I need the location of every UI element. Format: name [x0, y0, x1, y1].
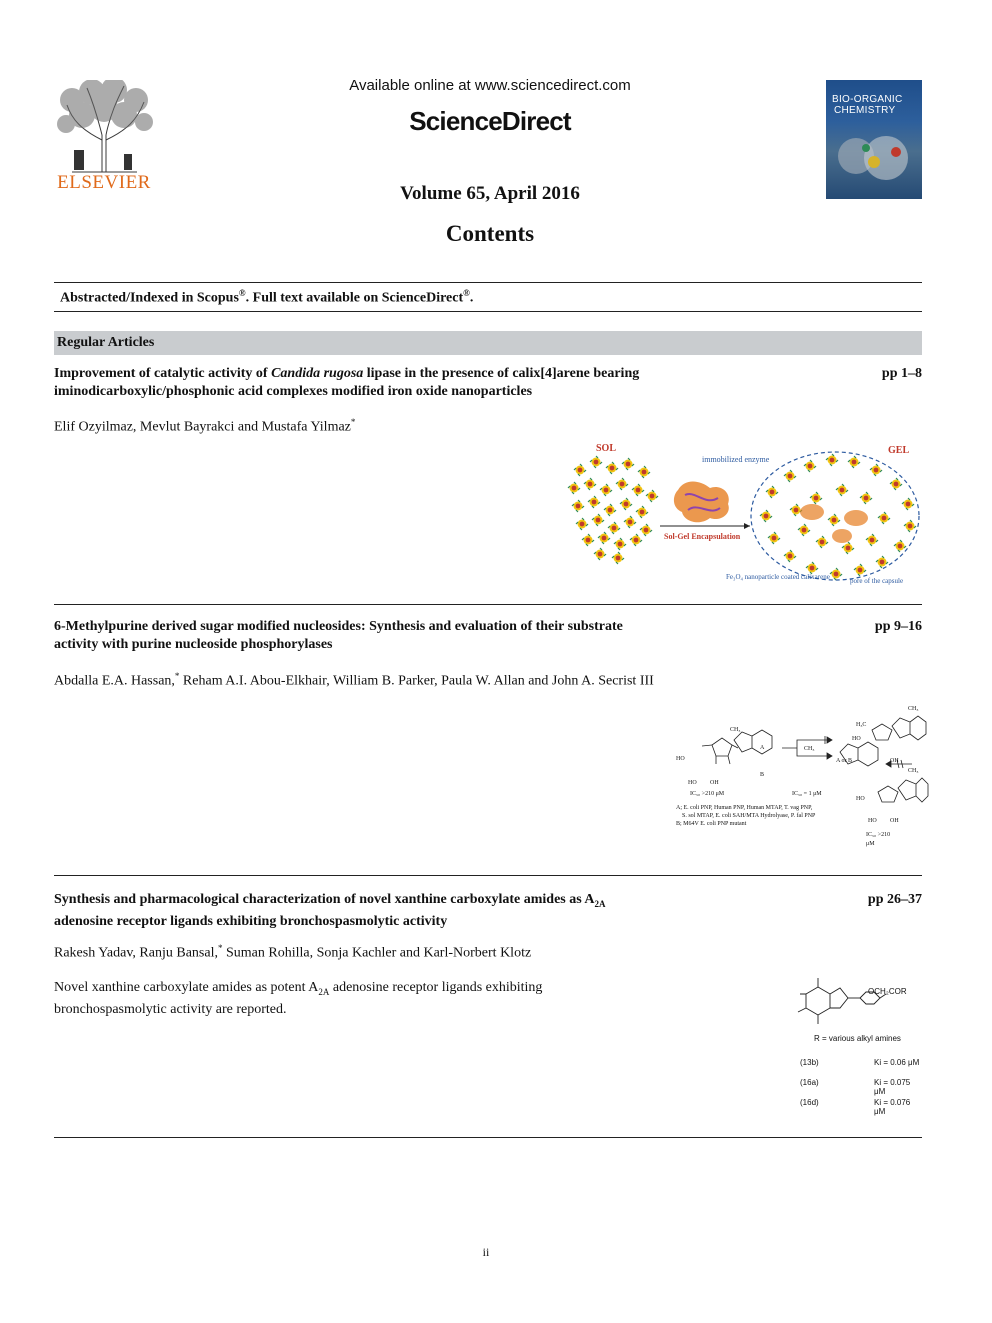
- volume-line: Volume 65, April 2016: [400, 183, 580, 204]
- enzyme-icon: [674, 482, 729, 523]
- article-3-title-sub: 2A: [594, 898, 606, 909]
- corresponding-mark: *: [350, 417, 356, 427]
- corresponding-mark: *: [174, 671, 180, 681]
- nanoparticle-label: Fe₃O₄ nanoparticle coated calixarene: [726, 573, 830, 581]
- article-1-title-part: lipase in the presence of calix[4]arene bearing: [363, 366, 640, 381]
- journal-cover: [826, 80, 922, 199]
- abstract-part: Novel xanthine carboxylate amides as potent A: [54, 980, 319, 995]
- corresponding-mark: *: [217, 943, 223, 953]
- process-label: Sol-Gel Encapsulation: [664, 532, 741, 541]
- rule-top: [54, 282, 922, 283]
- rule-article-1: [54, 604, 922, 605]
- indexing-note: [60, 288, 473, 307]
- article-3-author-list: Rakesh Yadav, Ranju Bansal,: [54, 945, 218, 961]
- enzyme-label: immobilized enzyme: [702, 455, 770, 464]
- section-bar: [54, 331, 922, 355]
- elsevier-tree-icon: [52, 80, 156, 175]
- xanthine-structure: [786, 972, 926, 1034]
- rule-under-note: [54, 311, 922, 312]
- page-number: ii: [482, 1245, 490, 1259]
- article-3-title-part: Synthesis and pharmacological characterization of novel xanthine carboxylate amides as A: [54, 892, 595, 907]
- nucleoside-scheme: [672, 700, 932, 855]
- r-definition: R = various alkyl amines: [814, 1034, 901, 1043]
- indexing-fulltext: . Full text available on ScienceDirect: [245, 290, 464, 306]
- cover-molecule-icon: [826, 128, 922, 188]
- abstract-line2: bronchospasmolytic activity are reported.: [54, 1001, 287, 1017]
- ic50-1: IC₅₀ >210 μM: [690, 791, 725, 797]
- ki-value: Ki = 0.076 μM: [874, 1098, 911, 1116]
- label-b: B: [760, 772, 765, 778]
- reg-mark: ®: [238, 288, 246, 298]
- article-1-title-line2: iminodicarboxylic/phosphonic acid complexes modified iron oxide nanoparticles: [54, 384, 533, 399]
- s1-oh: OH: [710, 780, 719, 786]
- ki-value: Ki = 0.06 μM: [874, 1058, 920, 1067]
- ic50-3: IC₅₀ >210: [866, 832, 891, 838]
- article-1-author-list: Elif Ozyilmaz, Mevlut Bayrakci and Mustafa Yilmaz: [54, 419, 351, 435]
- article-1-graphic: [560, 440, 922, 588]
- contents-heading: Contents: [445, 221, 535, 246]
- s2-oh: OH: [890, 758, 899, 764]
- compound-id: (16a): [800, 1078, 819, 1087]
- s3-ch3: CH₃: [908, 768, 919, 774]
- article-2-authors: [54, 671, 654, 690]
- sol-cluster: [568, 456, 658, 564]
- article-2-author-list: Abdalla E.A. Hassan,: [54, 673, 175, 689]
- ki-row-3: [800, 1098, 922, 1116]
- section-label: Regular Articles: [57, 335, 155, 350]
- compound-id: (16d): [800, 1098, 819, 1107]
- article-3-author-list: Suman Rohilla, Sonja Kachler and Karl-Norbert Klotz: [222, 945, 532, 961]
- legend-a1: A; E. coli PNP, Human PNP, Human MTAP, T. vag PNP,: [676, 805, 813, 811]
- article-1-pages[interactable]: pp 1–8: [881, 366, 922, 381]
- journal-cover-title-2: CHEMISTRY: [834, 105, 896, 116]
- article-3-title-line2: adenosine receptor ligands exhibiting bronchospasmolytic activity: [54, 913, 448, 929]
- rule-bottom: [54, 1137, 922, 1138]
- article-1-title-italic: Candida rugosa: [271, 366, 364, 381]
- article-3-title[interactable]: [54, 891, 734, 931]
- article-2-pages[interactable]: pp 9–16: [874, 619, 922, 634]
- s2-h3c: H₃C: [856, 722, 867, 728]
- label-a: A: [760, 745, 765, 751]
- article-3-authors: [54, 943, 531, 962]
- available-online: Available online at www.sciencedirect.com: [349, 77, 631, 94]
- ki-row-2: [800, 1078, 922, 1096]
- article-2-author-list: Reham A.I. Abou-Elkhair, William B. Parker, Paula W. Allan and John A. Secrist III: [179, 673, 654, 689]
- sol-label: SOL: [596, 443, 617, 454]
- article-2-title-line1: 6-Methylpurine derived sugar modified nucleosides: Synthesis and evaluation of their substrate: [54, 619, 623, 634]
- elsevier-logo: [52, 80, 156, 192]
- article-1-authors: [54, 417, 355, 436]
- gel-label: GEL: [888, 445, 910, 456]
- ki-value: Ki = 0.075 μM: [874, 1078, 911, 1096]
- pore-label: pore of the capsule: [850, 577, 904, 585]
- ic50-2: IC₅₀ = 1 μM: [792, 791, 822, 797]
- sciencedirect-logo: ScienceDirect: [409, 106, 571, 136]
- s2-ho: HO: [852, 736, 861, 742]
- gel-cluster: [760, 454, 916, 580]
- legend-a2: S. sol MTAP, E. coli SAH/MTA Hydrolyase, P. fal PNP: [682, 813, 816, 819]
- s1-ch3: CH₃: [730, 727, 741, 733]
- journal-cover-title-1: BIO-ORGANIC: [832, 94, 903, 105]
- compound-id: (13b): [800, 1058, 819, 1067]
- article-3-pages[interactable]: pp 26–37: [867, 892, 922, 907]
- indexing-scopus: Abstracted/Indexed in Scopus: [60, 290, 239, 306]
- elsevier-wordmark: ELSEVIER: [57, 172, 151, 193]
- ic50-3b: μM: [866, 841, 875, 847]
- article-3-abstract: [54, 979, 654, 1019]
- s3-oh: OH: [890, 818, 899, 824]
- rule-article-2: [54, 875, 922, 876]
- article-2-title[interactable]: [54, 618, 714, 654]
- ki-row-1: [800, 1058, 922, 1067]
- s2-ch3: CH₃: [908, 706, 919, 712]
- indexing-end: .: [469, 290, 474, 306]
- xanthine-substituent: OCH₂COR: [868, 987, 907, 996]
- abstract-sub: 2A: [318, 986, 330, 997]
- s3-ho: HO: [856, 796, 865, 802]
- article-1-title-part: Improvement of catalytic activity of: [54, 366, 272, 381]
- article-2-title-line2: activity with purine nucleoside phosphorylases: [54, 637, 333, 652]
- article-1-title[interactable]: [54, 365, 714, 401]
- article-2-graphic: [672, 700, 932, 855]
- abstract-part: adenosine receptor ligands exhibiting: [329, 980, 543, 995]
- reg-mark: ®: [463, 288, 470, 298]
- legend-b: B; M64V E. coli PNP mutant: [676, 821, 747, 827]
- s3-ho2: HO: [868, 818, 877, 824]
- s1-ho: HO: [676, 756, 685, 762]
- a-or-b: A or B: [836, 758, 853, 764]
- s1-ho2: HO: [688, 780, 697, 786]
- article-3-graphic: [786, 972, 926, 1118]
- purine-ch3: CH₃: [804, 746, 815, 752]
